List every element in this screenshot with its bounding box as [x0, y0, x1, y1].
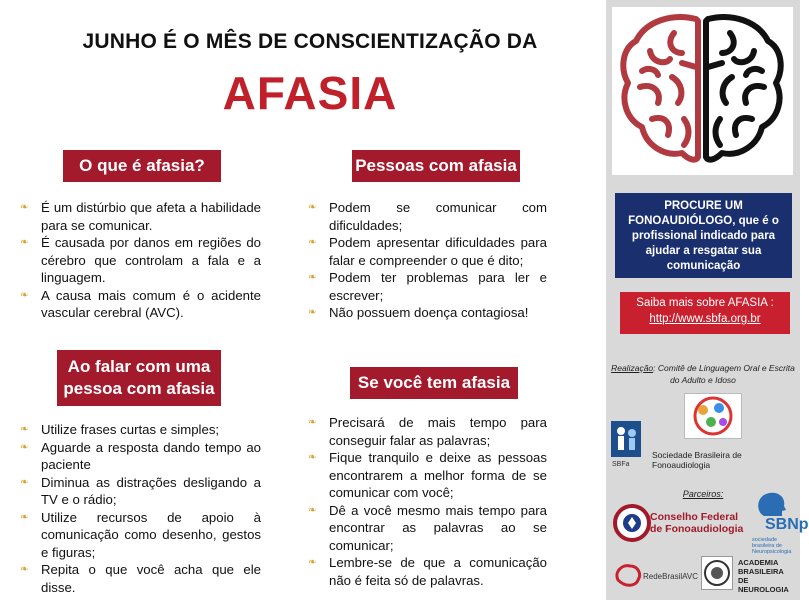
rede-brasil-avc-name: RedeBrasilAVC — [643, 572, 698, 581]
brain-illustration — [612, 7, 793, 175]
list-item: ❧ Diminua as distrações desligando a TV e o rádio; — [18, 474, 261, 509]
sbnp-subtitle: sociedade brasileira de Neuropsicologia — [752, 537, 792, 555]
parceiros-label: Parceiros: — [682, 489, 724, 499]
sbfa-colorful-logo — [684, 393, 742, 439]
section-heading-line: Ao falar com uma — [67, 357, 211, 376]
list-item: ❧ Aguarde a resposta dando tempo ao paciente — [18, 439, 261, 474]
cff-name-line: de Fonoaudiologia — [650, 523, 744, 535]
procure-fonoaudiologo-box: PROCURE UM FONOAUDIÓLOGO, que é o profissional indicado para ajudar a resgatar sua comunicação — [615, 193, 792, 278]
sbfa-logo — [611, 421, 641, 457]
list-item: ❧ Podem apresentar dificuldades para falar e compreender o que é dito; — [306, 234, 547, 269]
list-item: ❧ Utilize frases curtas e simples; — [18, 421, 261, 439]
section-heading-people: Pessoas com afasia — [352, 150, 520, 182]
logo-icon — [685, 394, 741, 438]
section-heading-line: pessoa com afasia — [63, 379, 215, 398]
saiba-mais-box — [620, 292, 790, 334]
page-title: JUNHO É O MÊS DE CONSCIENTIZAÇÃO DA — [82, 30, 538, 53]
abn-name — [738, 558, 800, 594]
abn-seal-icon — [702, 557, 732, 589]
realizacao-text: : Comitê de Linguagem Oral e Escrita do Adulto e Idoso — [653, 363, 795, 385]
sbfa-full-name: Sociedade Brasileira de Fonoaudiologia — [652, 450, 742, 470]
list-item: ❧ Podem se comunicar com dificuldades; — [306, 199, 547, 234]
list-item: ❧ Não possuem doença contagiosa! — [306, 304, 547, 322]
section-list-what-is — [18, 199, 261, 322]
list-item: ❧ Fique tranquilo e deixe as pessoas encontrarem a melhor forma de se comunicar com você; — [306, 449, 547, 502]
list-item: ❧ É causada por danos em regiões do cérebro que controlam a fala e a linguagem. — [18, 234, 261, 287]
realizacao-credit — [610, 362, 796, 386]
section-heading-talking — [57, 350, 221, 406]
section-list-people — [306, 199, 547, 322]
list-item: ❧ Utilize recursos de apoio à comunicação como desenho, gestos e figuras; — [18, 509, 261, 562]
abn-name-line: ACADEMIA — [738, 558, 779, 567]
list-item: ❧ Dê a você mesmo mais tempo para encontrar as palavras ao se comunicar; — [306, 502, 547, 555]
sbfa-abbreviation: SBFa — [612, 461, 630, 468]
brain-icon — [612, 7, 793, 175]
sbfa-link[interactable]: http://www.sbfa.org.br — [649, 313, 761, 325]
cff-name-line: Conselho Federal — [650, 511, 739, 523]
list-item: ❧ É um distúrbio que afeta a habilidade para se comunicar. — [18, 199, 261, 234]
cff-name — [650, 511, 743, 535]
section-list-talking — [18, 421, 261, 596]
cff-seal-icon — [612, 503, 652, 543]
sbfa-logo-icon — [611, 421, 641, 457]
saiba-mais-text: Saiba mais sobre AFASIA : — [636, 297, 774, 309]
list-item: ❧ Podem ter problemas para ler e escrever; — [306, 269, 547, 304]
section-heading-if-you: Se você tem afasia — [350, 367, 518, 399]
abn-name-line: BRASILEIRA — [738, 567, 784, 576]
list-item: ❧ Repita o que você acha que ele disse. — [18, 561, 261, 596]
section-heading-what-is: O que é afasia? — [63, 150, 221, 182]
section-list-if-you — [306, 414, 547, 589]
realizacao-label: Realização — [611, 363, 654, 373]
list-item: ❧ A causa mais comum é o acidente vascular cerebral (AVC). — [18, 287, 261, 322]
list-item: ❧ Lembre-se de que a comunicação não é feita só de palavras. — [306, 554, 547, 589]
brain-outline-icon — [612, 560, 644, 592]
abn-name-line: DE NEUROLOGIA — [738, 576, 789, 594]
list-item: ❧ Precisará de mais tempo para conseguir falar as palavras; — [306, 414, 547, 449]
abn-seal — [701, 556, 733, 590]
sbnp-name: SBNp — [765, 516, 809, 533]
page-title-highlight: AFASIA — [222, 67, 398, 119]
